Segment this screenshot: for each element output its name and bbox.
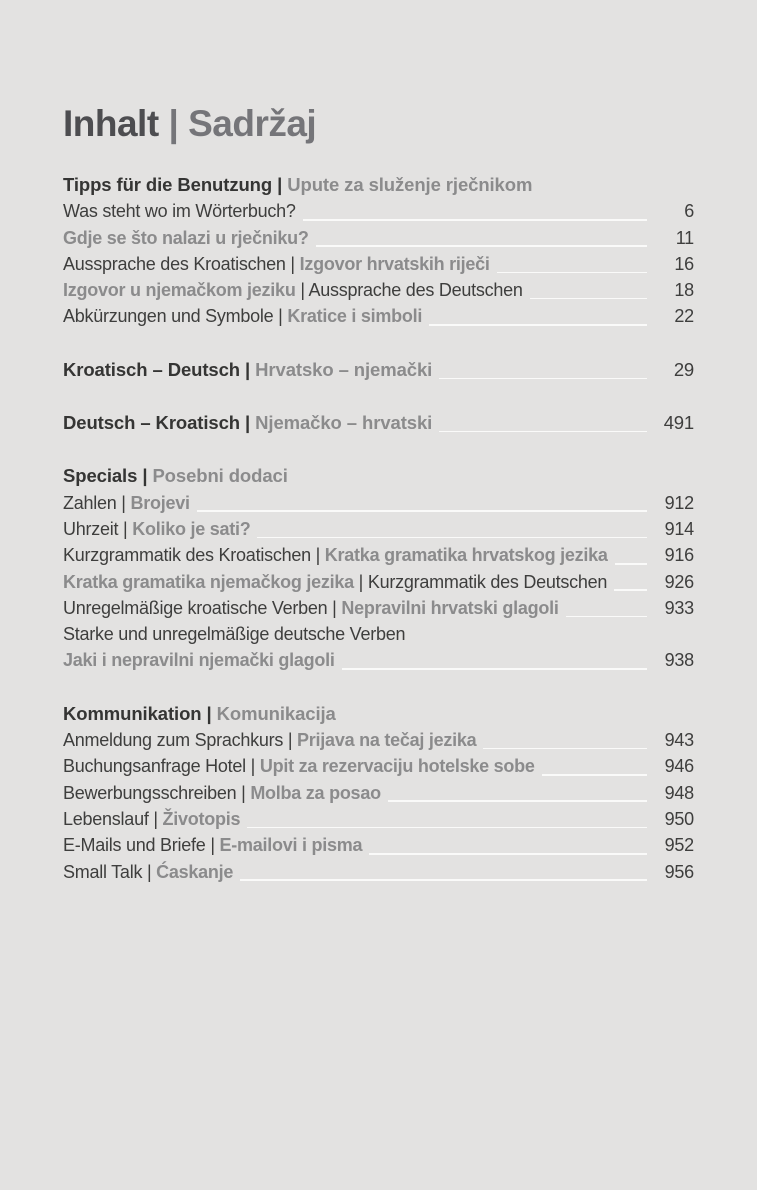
toc-text-segment: Brojevi <box>130 492 190 513</box>
toc-text-segment: Izgovor hrvatskih riječi <box>299 253 490 274</box>
toc-text-segment: Molba za posao <box>250 782 381 803</box>
toc-row-text <box>63 621 405 647</box>
toc-text-segment: | <box>245 756 260 777</box>
toc-row <box>63 859 694 885</box>
dotted-leader <box>566 616 647 618</box>
toc-text-segment: Deutsch – Kroatisch <box>63 412 240 434</box>
page-number: 952 <box>664 835 694 856</box>
toc-text-segment: | <box>236 782 251 803</box>
toc-row-text <box>63 251 490 277</box>
toc-section-heading <box>63 410 694 436</box>
page-number: 933 <box>664 597 694 618</box>
toc-row-text <box>63 490 190 516</box>
toc-text-segment: Ćaskanje <box>156 861 234 882</box>
toc-text-segment: | <box>310 545 325 566</box>
toc-group <box>63 463 694 673</box>
toc-row-text <box>63 832 362 858</box>
dotted-leader <box>439 378 647 380</box>
toc-section-heading <box>63 463 694 489</box>
toc-row-text <box>63 172 532 198</box>
toc-text-segment: | <box>273 306 288 327</box>
toc-text-segment: Kurzgrammatik des Kroatischen <box>63 545 311 566</box>
toc-row <box>63 516 694 542</box>
dotted-leader <box>439 431 647 433</box>
toc-section-heading <box>63 172 694 198</box>
toc-text-segment: Anmeldung zum Sprachkurs <box>63 730 284 751</box>
page-number: 943 <box>664 730 694 751</box>
toc-text-segment: Posebni dodaci <box>152 465 288 487</box>
toc-text-segment: | <box>285 253 300 274</box>
toc-row-text <box>63 569 607 595</box>
toc-row-text <box>63 225 309 251</box>
toc-row-text <box>63 516 250 542</box>
toc-group <box>63 357 694 383</box>
toc-row-text <box>63 727 476 753</box>
toc-text-segment: | <box>137 465 153 487</box>
page-number: 948 <box>664 782 694 803</box>
toc-row <box>63 198 694 224</box>
dotted-leader <box>316 245 647 247</box>
toc-text-segment: | <box>240 412 256 434</box>
toc-text-segment: | <box>116 492 131 513</box>
toc-row-text <box>63 198 296 224</box>
toc-text-segment: Tipps für die Benutzung <box>63 174 273 195</box>
toc-text-segment: Unregelmäßige kroatische Verben <box>63 597 328 618</box>
dotted-leader <box>429 324 647 326</box>
page-number: 914 <box>664 518 694 539</box>
dotted-leader <box>497 272 647 274</box>
toc-row <box>63 832 694 858</box>
toc-group <box>63 701 694 885</box>
toc-text-segment: Starke und unregelmäßige deutsche Verben <box>63 624 406 645</box>
toc-text-segment: Buchungsanfrage Hotel <box>63 756 246 777</box>
dotted-leader <box>303 219 647 221</box>
toc-row-text <box>63 647 335 673</box>
page-number: 29 <box>673 358 694 380</box>
dotted-leader <box>247 827 647 829</box>
toc-text-segment: Gdje se što nalazi u rječniku? <box>63 227 309 248</box>
toc-row-text <box>63 303 422 329</box>
toc-text-segment: | <box>205 835 220 856</box>
toc-text-segment: Uhrzeit <box>63 518 119 539</box>
toc-text-segment: Aussprache des Kroatischen <box>63 253 286 274</box>
toc-row <box>63 595 694 621</box>
toc-group <box>63 172 694 330</box>
toc-text-segment: Izgovor u njemačkom jeziku <box>63 280 296 301</box>
dotted-leader <box>369 853 647 855</box>
dotted-leader <box>542 774 647 776</box>
page-number: 938 <box>664 650 694 671</box>
toc-text-segment: | <box>148 808 163 829</box>
toc-row <box>63 753 694 779</box>
toc-text-segment: Kratka gramatika njemačkog jezika <box>63 571 354 592</box>
toc-text-segment: Was steht wo im Wörterbuch? <box>63 201 296 222</box>
dotted-leader <box>483 748 647 750</box>
toc-row <box>63 780 694 806</box>
toc-row <box>63 251 694 277</box>
toc-text-segment: Životopis <box>162 808 241 829</box>
page-number: 916 <box>664 545 694 566</box>
toc-text-segment: | <box>240 358 256 380</box>
dotted-leader <box>257 537 647 539</box>
toc-text-segment: Abkürzungen und Symbole <box>63 306 274 327</box>
toc-row-text <box>63 357 432 383</box>
dotted-leader <box>530 298 647 300</box>
toc-text-segment: Lebenslauf <box>63 808 149 829</box>
toc-text-segment: Prijava na tečaj jezika <box>297 730 477 751</box>
dotted-leader <box>197 510 647 512</box>
toc-text-segment: Nepravilni hrvatski glagoli <box>341 597 559 618</box>
toc-group <box>63 410 694 436</box>
toc-row-text <box>63 542 608 568</box>
toc-text-segment: Zahlen <box>63 492 117 513</box>
toc-text-segment: Upute za služenje rječnikom <box>287 174 533 195</box>
toc-text-segment: Upit za rezervaciju hotelske sobe <box>259 756 535 777</box>
toc-text-segment: | <box>327 597 342 618</box>
page-number: 946 <box>664 756 694 777</box>
toc-text-segment: | <box>283 730 298 751</box>
page-number: 912 <box>664 492 694 513</box>
toc-text-segment: Kratka gramatika hrvatskog jezika <box>324 545 608 566</box>
toc-text-segment: Small Talk <box>63 861 143 882</box>
toc-text-segment: | <box>118 518 133 539</box>
page-number: 926 <box>664 571 694 592</box>
page-number: 18 <box>674 280 694 301</box>
page-number: 491 <box>663 412 694 434</box>
page-number: 956 <box>664 861 694 882</box>
page-number: 16 <box>674 253 694 274</box>
dotted-leader <box>342 668 647 670</box>
page-number: 950 <box>664 808 694 829</box>
toc-row <box>63 225 694 251</box>
toc-row <box>63 727 694 753</box>
toc-row <box>63 490 694 516</box>
toc-row-text <box>63 595 559 621</box>
toc-row-text <box>63 410 432 436</box>
toc-text-segment: | <box>295 280 309 301</box>
toc-text-segment: | <box>353 571 368 592</box>
toc-row-text <box>63 806 240 832</box>
toc-text-segment: Kroatisch – Deutsch <box>63 358 240 380</box>
toc-row <box>63 277 694 303</box>
toc-text-segment: Komunikacija <box>216 702 336 724</box>
toc-row-text <box>63 701 336 727</box>
toc-section-heading <box>63 357 694 383</box>
toc-text-segment: E-Mails und Briefe <box>63 835 206 856</box>
toc-row-text <box>63 277 523 303</box>
dotted-leader <box>388 800 647 802</box>
dotted-leader <box>614 589 647 591</box>
page-number: 11 <box>675 227 694 248</box>
toc-row-text <box>63 753 535 779</box>
toc-row <box>63 542 694 568</box>
toc-text-segment: Njemačko – hrvatski <box>255 412 433 434</box>
toc-row <box>63 569 694 595</box>
page-number: 6 <box>684 201 694 222</box>
toc-row <box>63 806 694 832</box>
toc-text-segment: Kurzgrammatik des Deutschen <box>367 571 608 592</box>
toc-text-segment: Hrvatsko – njemački <box>255 358 433 380</box>
toc-text-segment: Kratice i simboli <box>287 306 423 327</box>
toc-row <box>63 621 694 647</box>
page-number: 22 <box>674 306 694 327</box>
toc-row-text <box>63 780 381 806</box>
toc-text-segment: | <box>201 702 217 724</box>
toc-text-segment: Kommunikation <box>63 702 202 724</box>
toc-text-segment: Jaki i nepravilni njemački glagoli <box>63 650 335 671</box>
page-title-german: Inhalt <box>63 103 159 144</box>
toc-row-text <box>63 463 288 489</box>
toc-row <box>63 303 694 329</box>
page-title-croatian: Sadržaj <box>188 103 317 144</box>
page-title <box>63 104 694 144</box>
toc-row <box>63 647 694 673</box>
toc-text-segment: | <box>272 174 288 195</box>
toc-text-segment: | <box>142 861 157 882</box>
toc-groups <box>63 172 694 885</box>
toc-text-segment: Bewerbungsschreiben <box>63 782 237 803</box>
page-title-separator: | <box>158 103 189 144</box>
toc-text-segment: E-mailovi i pisma <box>219 835 363 856</box>
toc-text-segment: Koliko je sati? <box>132 518 251 539</box>
dotted-leader <box>240 879 647 881</box>
toc-section-heading <box>63 701 694 727</box>
toc-text-segment: Specials <box>63 465 138 487</box>
toc-text-segment: Aussprache des Deutschen <box>308 280 523 301</box>
toc-row-text <box>63 859 233 885</box>
dotted-leader <box>615 563 647 565</box>
